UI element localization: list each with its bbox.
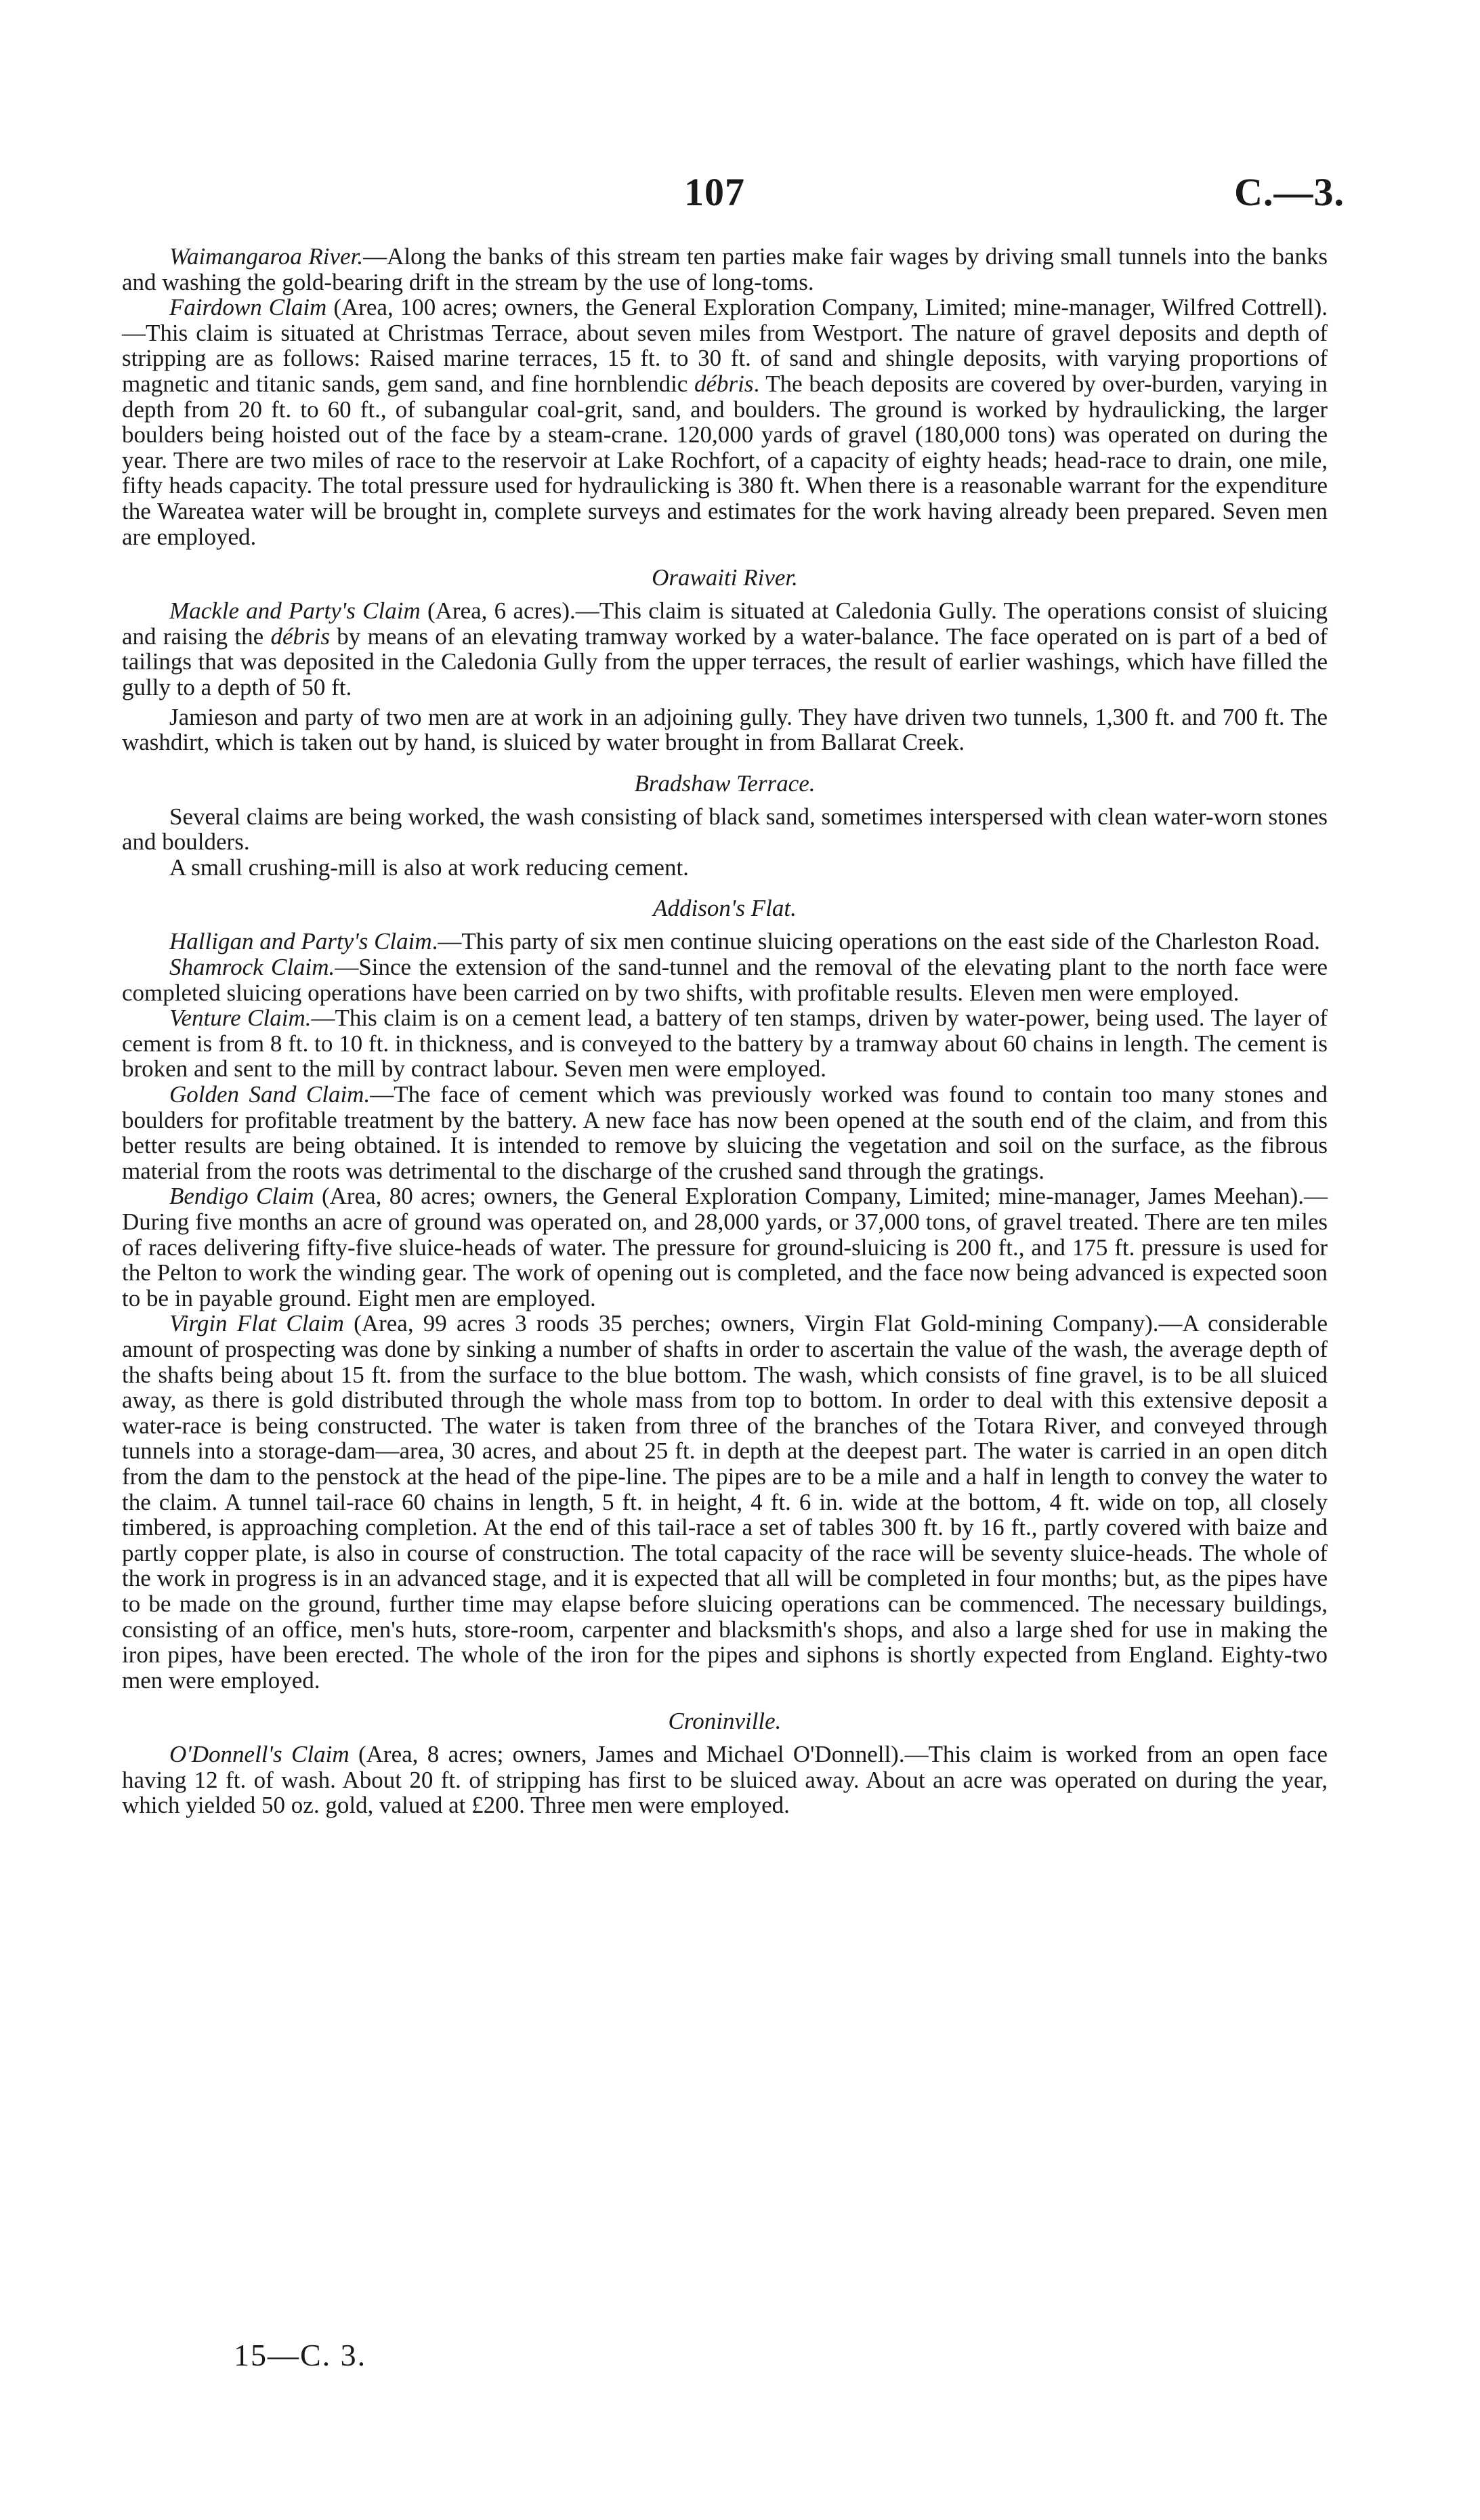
paragraph-crushing-mill <box>122 855 1328 881</box>
paragraph-title: Fairdown Claim <box>169 294 327 321</box>
paragraph-fairdown <box>122 295 1328 549</box>
section-heading-croninville: Croninville. <box>668 1708 782 1735</box>
paragraph-title: O'Donnell's Claim <box>169 1741 350 1768</box>
paragraph-text: (Area, 8 acres; owners, James and Michael O'Donnell).—This claim is worked from an open face having 12 ft. of wash. About 20 ft. of stripping has first to be sluiced away. About an acre was operated on during the year, which yielded 50 oz. gold, valued at £200. Three men were employed. <box>122 1741 1328 1819</box>
paragraph-golden-sand <box>122 1082 1328 1183</box>
paragraph-virgin-flat <box>122 1311 1328 1693</box>
paragraph-title: Halligan and Party's Claim <box>169 928 432 955</box>
paragraph-term: débris <box>694 370 754 397</box>
paragraph-text: —Along the banks of this stream ten parties make fair wages by driving small tunnels into the banks and washing the gold-bearing drift in the stream by the use of long-toms. <box>122 243 1328 295</box>
section-heading-orawaiti: Orawaiti River. <box>652 564 798 591</box>
paragraph-odonnell <box>122 1742 1328 1818</box>
paragraph-bradshaw-claims <box>122 804 1328 855</box>
paragraph-text-after: . The beach deposits are covered by over-burden, varying in depth from 20 ft. to 60 ft., of subangular coal-grit, sand, and boulders. The ground is worked by hydraulicking, the larger boulders being hoisted out of the face by a steam-crane. 120,000 yards of gravel (180,000 tons) was operated on during the year. There are two miles of race to the reservoir at Lake Rochfort, of a capacity of eighty heads; head-race to drain, one mile, fifty heads capacity. The total pressure used for hydraulicking is 380 ft. When there is a reasonable warrant for the expenditure the Wareatea water will be brought in, complete surveys and estimates for the work having already been prepared. Seven men are employed. <box>122 370 1328 550</box>
paragraph-halligan <box>122 929 1328 954</box>
paragraph-title: Bendigo Claim <box>169 1183 314 1210</box>
paragraph-title: Venture Claim. <box>169 1005 312 1032</box>
page-header <box>0 169 1480 224</box>
paragraph-text: Jamieson and party of two men are at work in an adjoining gully. They have driven two tunnels, 1,300 ft. and 700 ft. The washdirt, which is taken out by hand, is sluiced by water brought in from Ballarat Creek. <box>122 703 1328 756</box>
paragraph-term: débris <box>270 623 330 650</box>
paragraph-text: (Area, 100 acres; owners, the General Exploration Company, Limited; mine-manager, Wilfred Cottrell).—This claim is situated at Christmas Terrace, about seven miles from Westport. The nature of gravel deposits and depth of stripping are as follows: Raised marine terraces, 15 ft. to 30 ft. of sand and shingle deposits, with varying proportions of magnetic and titanic sands, gem sand, and fine hornblendic <box>122 294 1328 397</box>
paragraph-text: (Area, 6 acres).—This claim is situated at Caledonia Gully. The operations consist of sluicing and raising the <box>122 597 1328 650</box>
document-reference: C.—3. <box>1234 170 1345 214</box>
paragraph-mackle <box>122 598 1328 700</box>
paragraph-shamrock <box>122 954 1328 1005</box>
paragraph-title: Shamrock Claim. <box>169 954 335 981</box>
paragraph-jamieson <box>122 705 1328 755</box>
paragraph-text: (Area, 99 acres 3 roods 35 perches; owners, Virgin Flat Gold-mining Company).—A considerable amount of prospecting was done by sinking a number of shafts in order to ascertain the value of the wash, the average depth of the shafts being about 15 ft. from the surface to the blue bottom. The wash, which consists of fine gravel, is to be all sluiced away, as there is gold distributed through the whole mass from top to bottom. In order to deal with this extensive deposit a water-race is being constructed. The water is taken from three of the branches of the Totara River, and conveyed through tunnels into a storage-dam—area, 30 acres, and about 25 ft. in depth at the deepest part. The water is carried in an open ditch from the dam to the penstock at the head of the pipe-line. The pipes are to be a mile and a half in length to convey the water to the claim. A tunnel tail-race 60 chains in length, 5 ft. in height, 4 ft. 6 in. wide at the bottom, 4 ft. wide on top, all closely timbered, is approaching completion. At the end of this tail-race a set of tables 300 ft. by 16 ft., partly covered with baize and partly copper plate, is also in course of construction. The total capacity of the race will be seventy sluice-heads. The whole of the work in progress is in an advanced stage, and it is expected that all will be completed in four months; but, as the pipes have to be made on the ground, further time may elapse before sluicing operations can be commenced. The necessary buildings, consisting of an office, men's huts, store-room, carpenter and blacksmith's shops, and also a large shed for use in making the iron pipes, have been erected. The whole of the iron for the pipes and siphons is shortly expected from England. Eighty-two men were employed. <box>122 1310 1328 1694</box>
section-heading-bradshaw: Bradshaw Terrace. <box>634 770 816 797</box>
paragraph-text: —Since the extension of the sand-tunnel and the removal of the elevating plant to the north face were completed sluicing operations have been carried on by two shifts, with profitable results. Eleven men were employed. <box>122 954 1328 1006</box>
paragraph-title: Waimangaroa River. <box>169 243 364 270</box>
paragraph-venture <box>122 1005 1328 1082</box>
paragraph-waimangaroa <box>122 244 1328 295</box>
signature-mark: 15—C. 3. <box>234 2338 367 2372</box>
paragraph-bendigo <box>122 1183 1328 1311</box>
paragraph-text: A small crushing-mill is also at work reducing cement. <box>169 854 689 881</box>
paragraph-text: (Area, 80 acres; owners, the General Exploration Company, Limited; mine-manager, James Meehan).—During five months an acre of ground was operated on, and 28,000 yards, or 37,000 tons, of gravel treated. There are ten miles of races delivering fifty-five sluice-heads of water. The pressure for ground-sluicing is 200 ft., and 175 ft. pressure is used for the Pelton to work the winding gear. The work of opening out is completed, and the face now being advanced is expected soon to be in payable ground. Eight men are employed. <box>122 1183 1328 1311</box>
paragraph-text-after: by means of an elevating tramway worked by a water-balance. The face operated on is part of a bed of tailings that was deposited in the Caledonia Gully from the upper terraces, the result of earlier washings, which have filled the gully to a depth of 50 ft. <box>122 623 1328 700</box>
paragraph-title: Mackle and Party's Claim <box>169 597 421 625</box>
paragraph-title: Virgin Flat Claim <box>169 1310 344 1337</box>
paragraph-text: Several claims are being worked, the wash consisting of black sand, sometimes interspersed with clean water-worn stones and boulders. <box>122 803 1328 856</box>
report-body <box>122 244 1328 1818</box>
paragraph-text: .—This party of six men continue sluicing operations on the east side of the Charleston Road. <box>431 928 1320 955</box>
paragraph-text: —This claim is on a cement lead, a battery of ten stamps, driven by water-power, being used. The layer of cement is from 8 ft. to 10 ft. in thickness, and is conveyed to the battery by a tramway about 60 chains in length. The cement is broken and sent to the mill by contract labour. Seven men were employed. <box>122 1005 1328 1083</box>
page-number: 107 <box>684 170 745 214</box>
section-heading-addisons: Addison's Flat. <box>653 895 797 922</box>
paragraph-text: —The face of cement which was previously worked was found to contain too many stones and boulders for profitable treatment by the battery. A new face has now been opened at the south end of the claim, and from this better results are being obtained. It is intended to remove by sluicing the vegetation and soil on the surface, as the fibrous material from the roots was detrimental to the discharge of the crushed sand through the gratings. <box>122 1081 1328 1184</box>
paragraph-title: Golden Sand Claim. <box>169 1081 371 1108</box>
